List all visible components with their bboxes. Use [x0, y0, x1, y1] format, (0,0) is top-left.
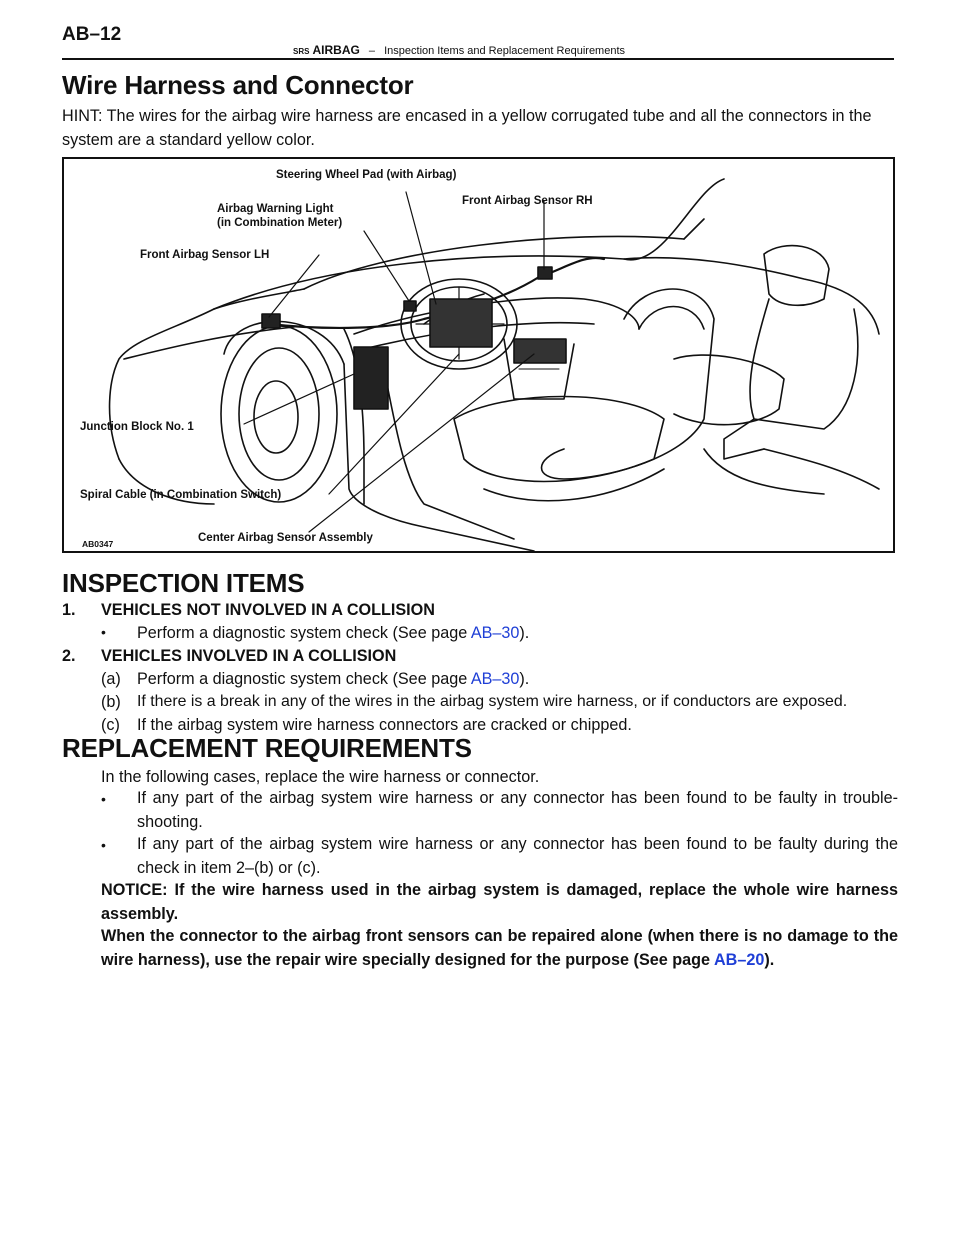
- item2a-text: [137, 668, 529, 690]
- notice-repair-text: When the connector to the airbag front sensors can be repaired alone (when there is no damage to the wire harness), use the repair wire specially designed for the purpose (See page: [101, 927, 898, 969]
- item1-text: [137, 622, 529, 644]
- link-ab-30-item1[interactable]: AB–30: [470, 624, 520, 642]
- item1-bullet: •: [101, 624, 106, 640]
- item2c-text: If the airbag system wire harness connectors are cracked or chipped.: [137, 716, 632, 734]
- notice-paragraph: NOTICE: If the wire harness used in the airbag system is damaged, replace the whole wire harness assembly.: [101, 881, 898, 923]
- item2a-text-body: Perform a diagnostic system check (See page: [137, 670, 471, 688]
- section-name: AIRBAG: [312, 43, 360, 57]
- label-airbag-warning-light: Airbag Warning Light: [217, 203, 334, 215]
- section-title-wire-harness: Wire Harness and Connector: [62, 70, 414, 100]
- replacement-bullet-1: •: [101, 791, 106, 807]
- notice-repair-paragraph: [101, 924, 898, 972]
- running-header: [293, 43, 625, 57]
- section-title-replacement-requirements: REPLACEMENT REQUIREMENTS: [62, 733, 472, 763]
- srs-mark: SRS: [293, 47, 310, 56]
- item1-text-end: ).: [519, 624, 530, 642]
- label-front-airbag-sensor-lh: Front Airbag Sensor LH: [140, 249, 270, 261]
- label-in-combination-meter: (in Combination Meter): [217, 217, 343, 229]
- replacement-bullet-2: •: [101, 837, 106, 853]
- label-steering-wheel-pad: Steering Wheel Pad (with Airbag): [276, 169, 457, 181]
- figure-code: AB0347: [82, 539, 114, 549]
- page-number: AB–12: [62, 24, 122, 45]
- label-junction-block: Junction Block No. 1: [80, 421, 194, 433]
- item2-number: 2.: [62, 647, 76, 665]
- section-title-inspection-items: INSPECTION ITEMS: [62, 568, 305, 598]
- header-dash: –: [368, 45, 376, 57]
- replacement-item-2: If any part of the airbag system wire harness or any connector has been found to be faulty during the check in item 2–(b) or (c).: [137, 835, 898, 877]
- item2b-text: If there is a break in any of the wires in the airbag system wire harness, or if conductors are exposed.: [137, 693, 848, 710]
- item2b-label: (b): [101, 693, 121, 711]
- label-front-airbag-sensor-rh: Front Airbag Sensor RH: [462, 195, 593, 207]
- header-rule: [62, 58, 894, 60]
- hint-paragraph: HINT: The wires for the airbag wire harness are encased in a yellow corrugated tube and all the connectors in the system are a standard yellow color.: [62, 107, 872, 149]
- item2a-text-end: ).: [519, 670, 530, 688]
- link-ab-20[interactable]: AB–20: [713, 951, 765, 969]
- notice-repair-end: ).: [764, 951, 775, 969]
- vehicle-diagram: [62, 157, 895, 553]
- label-spiral-cable: Spiral Cable (in Combination Switch): [80, 489, 282, 501]
- item2-title: VEHICLES INVOLVED IN A COLLISION: [101, 647, 397, 665]
- link-ab-30-item2a[interactable]: AB–30: [470, 670, 520, 688]
- header-subtitle: Inspection Items and Replacement Requirements: [384, 45, 626, 57]
- item2c-label: (c): [101, 716, 120, 734]
- label-center-airbag-sensor: Center Airbag Sensor Assembly: [198, 532, 373, 544]
- item1-number: 1.: [62, 601, 76, 619]
- replacement-item-1: If any part of the airbag system wire harness or any connector has been found to be faulty in trouble-shooting.: [137, 789, 898, 831]
- item2a-label: (a): [101, 670, 121, 688]
- replacement-intro: In the following cases, replace the wire harness or connector.: [101, 768, 540, 786]
- item1-text-body: Perform a diagnostic system check (See page: [137, 624, 471, 642]
- item1-title: VEHICLES NOT INVOLVED IN A COLLISION: [101, 601, 435, 619]
